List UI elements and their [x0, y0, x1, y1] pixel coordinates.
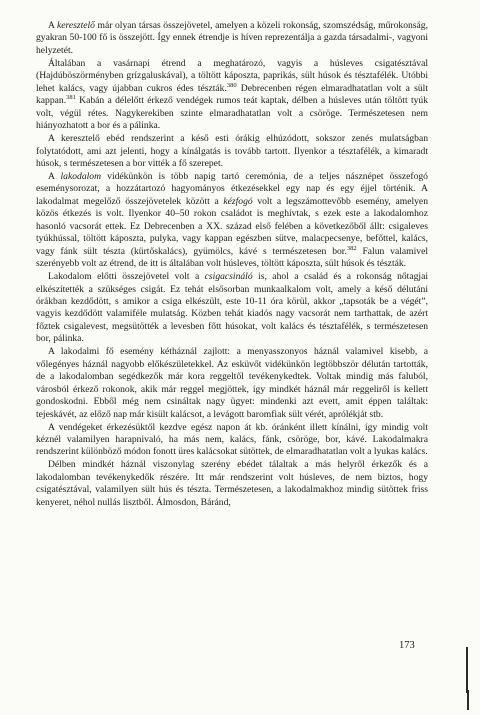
paragraph — [36, 422, 428, 459]
text-run: A — [48, 20, 57, 31]
italic-term: keresztelő — [56, 20, 95, 31]
text-run: A — [48, 170, 61, 182]
italic-term: csigacsináló — [204, 271, 253, 283]
text-run: Kabán a délelőtt érkező vendégek rumos teát kaptak, délben a húsleves után töltött tyúk volt, végül rétes. Nagykerekiben szinte elmaradhatatlan volt a csöröge. Természetesen nem hiányozhatott a bor és a pálinka. — [36, 95, 428, 132]
paragraph — [36, 346, 428, 421]
paragraph — [36, 271, 428, 346]
text-run: Lakodalom előtti összejövetel volt a — [48, 271, 205, 283]
paragraph — [36, 133, 428, 170]
paragraph — [36, 20, 428, 57]
paragraph — [36, 171, 428, 271]
footnote-ref: 382 — [346, 244, 357, 252]
text-run: Debrecenben régen elmaradhatatlan volt a sült kappan. — [36, 82, 428, 107]
text-run: már olyan társas összejövetel, amelyen a közeli rokonság, szomszédság, műrokonság, gyakran 50-100 fő is összejött. Így ennek étrendje is híven reprezentálja a gazda társadalmi-, vagyoni helyzetét. — [36, 20, 428, 56]
text-run: is, ahol a család és a rokonság nőtagjai elkészítették a szükséges csigát. Ez tehát elsősorban munkaalkalom volt, amely a késő délutáni órákban kezdődött, s amikor a csiga elkészült, este 10-11 óra körül, akkor „tapsoták be a végét”, vagyis kezdődött valamiféle mulatság. Közben tehát kiadós nagy vacsorát nem tarthattak, de azért főztek csigalevest, megsütötték a levesben főtt húsokat, volt kalács és tésztafélék, s természetesen bor, pálinka. — [36, 271, 428, 345]
margin-mark — [466, 647, 468, 693]
text-run: Délben mindkét háznál viszonylag szerény ebédet tálaltak a más helyről érkezők és a lakodalomban tevékenykedők részére. Itt már rendszerint volt húsleves, de nem biztos, hogy csigatésztával, valamilyen sült hús és tészta. Természetesen, a lakodalmakhoz mindig sütöttek friss kenyeret, néhol nullás lisztből. Álmosdon, Báránd, — [36, 459, 428, 508]
paragraph — [36, 58, 428, 133]
footnote-ref: 381 — [66, 94, 76, 102]
text-run: A keresztelő ebéd rendszerint a késő esti órákig elhúzódott, sokszor zenés mulatságban folytatódott, ami azt jelenti, hogy a kínálgatás is tovább tartott. Ilyenkor a tésztafélék, a kimaradt húsok, s természetesen a bor vitték a fő szerepet. — [36, 133, 428, 169]
document-body — [36, 20, 428, 509]
italic-term: kézfogó — [223, 195, 253, 207]
text-run: volt a legszámottevőbb esemény, amelyen közös étkezés is volt. Ilyenkor 40–50 rokon családot is meghívtak, s ezek este a lakodalomhoz hasonló vacsorát ettek. Ez Debrecenben a XX. század első felében a következőből állt: csigaleves tyúkhússal, töltött káposzta, pulyka, vagy kappan egészben sütve, malacpecsenye, befőttel, kalács, vagy fánk sült tészta (kürtőskalács), gyümölcs, kávé s természetesen bor. — [36, 195, 428, 257]
text-run: A vendégeket érkezésüktől kezdve egész napon át kb. óránként illett kínálni, így mindig volt kéznél valamilyen harapnivaló, ha más nem, kalács, fánk, csöröge, bor, kávé. Lakodalmakra rendszerint különböző módon fonott üres kalácsokat sütöttek, de elmaradhatatlan volt a lyukas kalács. — [36, 421, 428, 458]
page-number: 173 — [399, 640, 415, 651]
text-run: Általában a vasárnapi étrend a meghatározó, vagyis a húsleves csigatésztával (Hajdúböszörményben grízgaluskával), a töltött káposzta, paprikás, sült húsok és tésztafélék. Utóbbi lehet kalács, vagy újabban cukros édes tészták. — [36, 57, 428, 94]
text-run: A lakodalmi fő esemény kétháznál zajlott: a menyasszonyos háznál valamivel kisebb, a vőlegényes háznál nagyobb előkészületekkel. Az esküvőt vidékünkön legtöbbször délután tartották, de a lakodalomban segédkezők már kora reggeltől tevékenykedtek. Voltak mindig más faluból, városból érkező rokonok, akik már reggel megjöttek, így mindkét háznál már reggeliről is kellett gondoskodni. Ebből még nem csináltak nagy ügyet: mindenki azt evett, amit éppen találtak: tejeskávét, az előző nap már kisült kalácsot, a levágott baromfiak sült vérét, aprólékját stb. — [36, 346, 428, 420]
text-run: vidékünkön is több napig tartó ceremónia, de a teljes násznépet összefogó eseménysorozat, a hozzátartozó hagyományos étkezésekkel egy nap és egy éjjel történik. A lakodalmat megelőző összejövetelek között a — [36, 170, 428, 207]
margin-mark — [467, 690, 469, 710]
paragraph — [36, 459, 428, 509]
text-run: Falun valamivel szerényebb volt az étrend, de itt is általában volt húsleves, töltött káposzta, sült húsok és tészták. — [36, 245, 429, 270]
italic-term: lakodalom — [60, 170, 102, 182]
footnote-ref: 380 — [226, 81, 237, 89]
